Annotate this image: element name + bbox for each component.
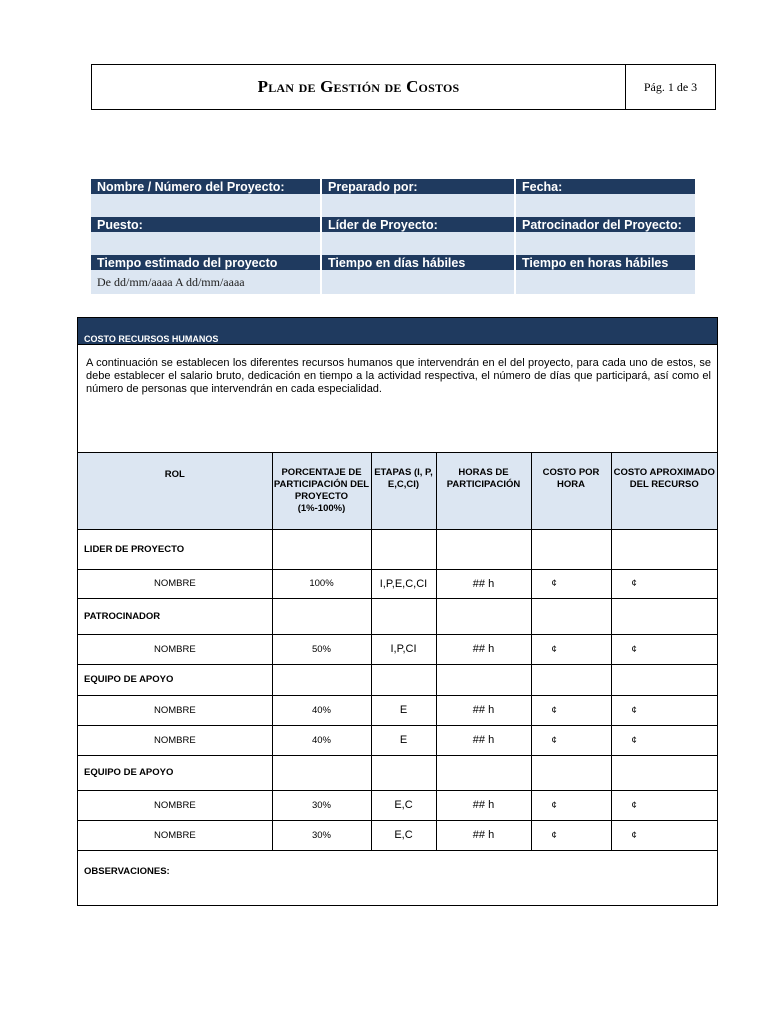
role-name-cell[interactable]: NOMBRE bbox=[78, 790, 272, 820]
table-row bbox=[78, 695, 717, 725]
business-hours-label: Tiempo en horas hábiles bbox=[515, 255, 695, 270]
cost-hour-cell[interactable] bbox=[531, 598, 611, 634]
col-header-rol: ROL bbox=[78, 453, 272, 529]
estimated-time-label: Tiempo estimado del proyecto bbox=[91, 255, 321, 270]
table-row bbox=[78, 569, 717, 598]
cost-total-cell[interactable]: ¢ bbox=[611, 695, 717, 725]
col-header-stages: ETAPAS (I, P, E,C,CI) bbox=[371, 453, 436, 529]
cost-hour-cell[interactable] bbox=[531, 529, 611, 569]
table-header-row bbox=[78, 453, 717, 529]
role-group-row bbox=[78, 755, 717, 790]
role-group-label[interactable]: EQUIPO DE APOYO bbox=[78, 664, 272, 695]
section-description: A continuación se establecen los diferentes recursos humanos que intervendrán en el del proyecto, para cada uno de estos, se debe establecer el salario bruto, dedicación en tiempo a la actividad respectiva, el número de días que participará, así como el número de personas que intervendrán en cada especialidad. bbox=[78, 345, 717, 453]
cost-hour-cell[interactable]: ¢ bbox=[531, 695, 611, 725]
cost-total-cell[interactable] bbox=[611, 529, 717, 569]
business-days-label: Tiempo en días hábiles bbox=[321, 255, 515, 270]
stages-cell[interactable] bbox=[371, 755, 436, 790]
table-row bbox=[78, 820, 717, 850]
project-info-table bbox=[91, 179, 695, 294]
cost-total-cell[interactable]: ¢ bbox=[611, 569, 717, 598]
hr-costs-table bbox=[78, 453, 717, 851]
col-header-cost-per-hour: COSTO POR HORA bbox=[531, 453, 611, 529]
stages-cell[interactable]: E,C bbox=[371, 790, 436, 820]
info-value-row bbox=[91, 194, 695, 217]
hours-cell[interactable]: ## h bbox=[436, 569, 531, 598]
position-label: Puesto: bbox=[91, 217, 321, 232]
position-field[interactable] bbox=[91, 232, 321, 255]
cost-total-cell[interactable]: ¢ bbox=[611, 820, 717, 850]
col-header-percentage: PORCENTAJE DE PARTICIPACIÓN DEL PROYECTO (1%-100%) bbox=[272, 453, 371, 529]
date-label: Fecha: bbox=[515, 179, 695, 194]
prepared-by-label: Preparado por: bbox=[321, 179, 515, 194]
info-label-row bbox=[91, 255, 695, 270]
stages-cell[interactable] bbox=[371, 529, 436, 569]
table-row bbox=[78, 634, 717, 664]
business-days-field[interactable] bbox=[321, 270, 515, 294]
observations-label: OBSERVACIONES: bbox=[84, 865, 170, 877]
cost-hour-cell[interactable]: ¢ bbox=[531, 634, 611, 664]
cost-total-cell[interactable] bbox=[611, 755, 717, 790]
document-header bbox=[91, 64, 716, 110]
table-row bbox=[78, 790, 717, 820]
section-title: COSTO RECURSOS HUMANOS bbox=[78, 318, 717, 345]
role-group-label[interactable]: EQUIPO DE APOYO bbox=[78, 755, 272, 790]
cost-hour-cell[interactable] bbox=[531, 755, 611, 790]
hours-cell[interactable] bbox=[436, 755, 531, 790]
pct-cell[interactable]: 100% bbox=[272, 569, 371, 598]
stages-cell[interactable] bbox=[371, 598, 436, 634]
role-group-row bbox=[78, 598, 717, 634]
role-name-cell[interactable]: NOMBRE bbox=[78, 634, 272, 664]
role-group-label[interactable]: LIDER DE PROYECTO bbox=[78, 529, 272, 569]
date-range-field[interactable]: De dd/mm/aaaa A dd/mm/aaaa bbox=[91, 270, 321, 294]
pct-cell[interactable]: 50% bbox=[272, 634, 371, 664]
info-value-row bbox=[91, 270, 695, 294]
pct-cell[interactable] bbox=[272, 529, 371, 569]
cost-hour-cell[interactable]: ¢ bbox=[531, 569, 611, 598]
col-header-hours: HORAS DE PARTICIPACIÓN bbox=[436, 453, 531, 529]
hours-cell[interactable]: ## h bbox=[436, 790, 531, 820]
info-value-row bbox=[91, 232, 695, 255]
role-group-row bbox=[78, 664, 717, 695]
cost-hour-cell[interactable]: ¢ bbox=[531, 725, 611, 755]
hours-cell[interactable]: ## h bbox=[436, 634, 531, 664]
project-leader-field[interactable] bbox=[321, 232, 515, 255]
pct-cell[interactable] bbox=[272, 598, 371, 634]
pct-cell[interactable]: 30% bbox=[272, 820, 371, 850]
info-label-row bbox=[91, 179, 695, 194]
stages-cell[interactable]: E,C bbox=[371, 820, 436, 850]
pct-cell[interactable]: 40% bbox=[272, 695, 371, 725]
prepared-by-field[interactable] bbox=[321, 194, 515, 217]
pct-cell[interactable] bbox=[272, 664, 371, 695]
hours-cell[interactable] bbox=[436, 664, 531, 695]
cost-hour-cell[interactable] bbox=[531, 664, 611, 695]
sponsor-label: Patrocinador del Proyecto: bbox=[515, 217, 695, 232]
table-row bbox=[78, 725, 717, 755]
cost-total-cell[interactable]: ¢ bbox=[611, 634, 717, 664]
stages-cell[interactable]: I,P,E,C,CI bbox=[371, 569, 436, 598]
col-header-approx-cost: COSTO APROXIMADO DEL RECURSO bbox=[611, 453, 717, 529]
date-field[interactable] bbox=[515, 194, 695, 217]
role-group-label[interactable]: PATROCINADOR bbox=[78, 598, 272, 634]
stages-cell[interactable]: E bbox=[371, 695, 436, 725]
business-hours-field[interactable] bbox=[515, 270, 695, 294]
document-title: Plan de Gestión de Costos bbox=[92, 65, 626, 109]
stages-cell[interactable]: I,P,CI bbox=[371, 634, 436, 664]
cost-total-cell[interactable]: ¢ bbox=[611, 790, 717, 820]
page-number: Pág. 1 de 3 bbox=[643, 79, 698, 94]
role-name-cell[interactable]: NOMBRE bbox=[78, 820, 272, 850]
role-name-cell[interactable]: NOMBRE bbox=[78, 569, 272, 598]
hr-costs-section bbox=[77, 317, 718, 906]
project-leader-label: Líder de Proyecto: bbox=[321, 217, 515, 232]
cost-total-cell[interactable] bbox=[611, 664, 717, 695]
sponsor-field[interactable] bbox=[515, 232, 695, 255]
pct-cell[interactable]: 40% bbox=[272, 725, 371, 755]
hours-cell[interactable] bbox=[436, 598, 531, 634]
hours-cell[interactable]: ## h bbox=[436, 820, 531, 850]
hours-cell[interactable] bbox=[436, 529, 531, 569]
cost-hour-cell[interactable]: ¢ bbox=[531, 790, 611, 820]
role-name-cell[interactable]: NOMBRE bbox=[78, 725, 272, 755]
cost-hour-cell[interactable]: ¢ bbox=[531, 820, 611, 850]
cost-total-cell[interactable]: ¢ bbox=[611, 725, 717, 755]
project-name-field[interactable] bbox=[91, 194, 321, 217]
pct-cell[interactable] bbox=[272, 755, 371, 790]
role-name-cell[interactable]: NOMBRE bbox=[78, 695, 272, 725]
cost-total-cell[interactable] bbox=[611, 598, 717, 634]
project-name-label: Nombre / Número del Proyecto: bbox=[91, 179, 321, 194]
stages-cell[interactable]: E bbox=[371, 725, 436, 755]
hours-cell[interactable]: ## h bbox=[436, 725, 531, 755]
info-label-row bbox=[91, 217, 695, 232]
pct-cell[interactable]: 30% bbox=[272, 790, 371, 820]
stages-cell[interactable] bbox=[371, 664, 436, 695]
hours-cell[interactable]: ## h bbox=[436, 695, 531, 725]
role-group-row bbox=[78, 529, 717, 569]
